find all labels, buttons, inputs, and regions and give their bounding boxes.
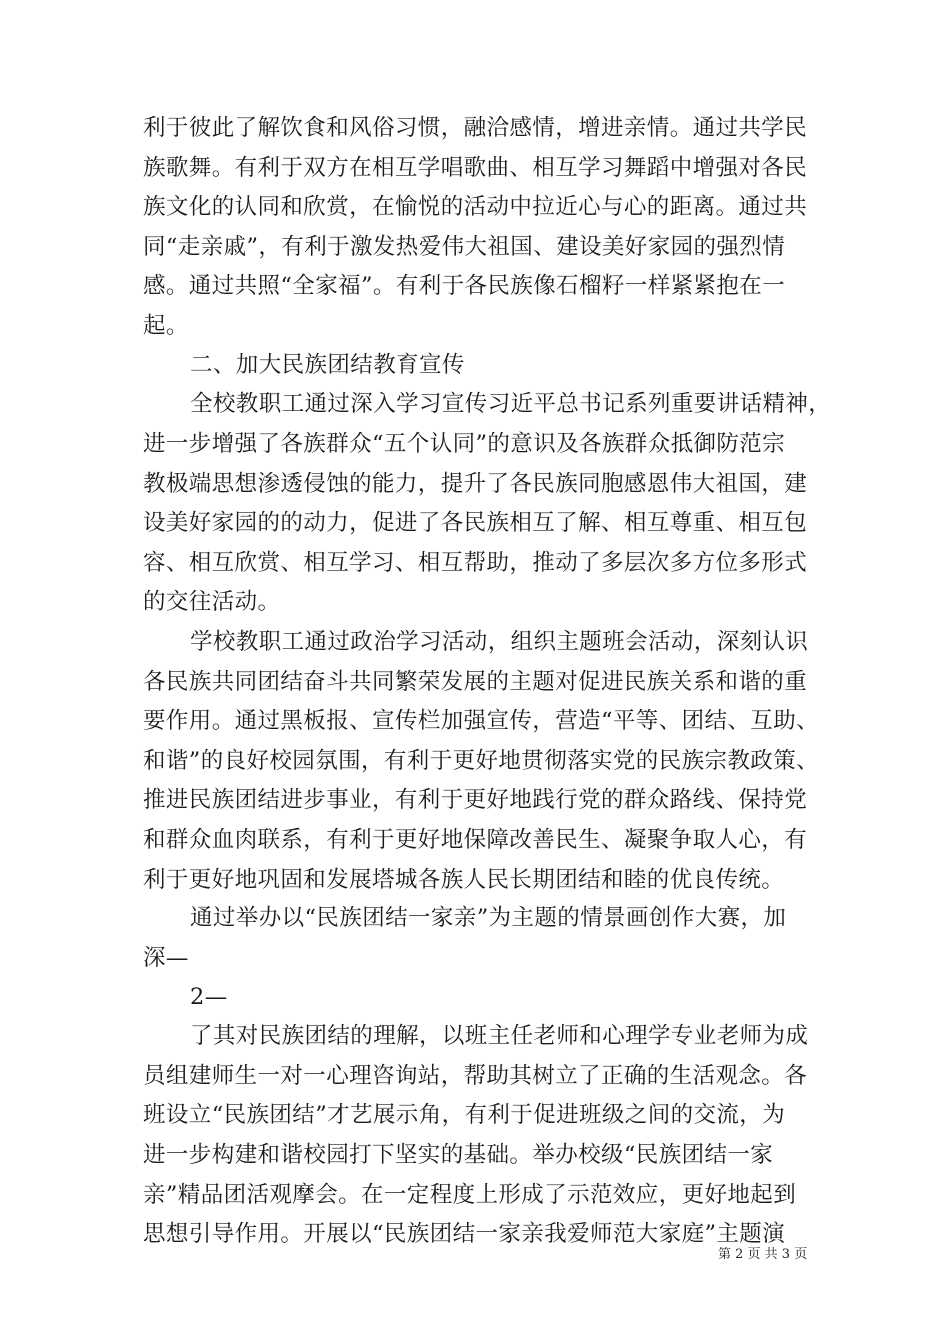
- paragraph-first-line: 通过举办以“民族团结一家亲”为主题的情景画创作大赛，加: [190, 905, 787, 931]
- section-heading: 二、加大民族团结教育宣传: [190, 352, 465, 378]
- text-line: 各民族共同团结奋斗共同繁荣发展的主题对促进民族关系和谐的重: [143, 669, 808, 695]
- text-line: 思想引导作用。开展以“民族团结一家亲我爱师范大家庭”主题演: [143, 1221, 786, 1247]
- text-line: 和谐”的良好校园氛围，有利于更好地贯彻落实党的民族宗教政策、: [143, 748, 820, 774]
- text-line: 设美好家园的的动力，促进了各民族相互了解、相互尊重、相互包: [143, 510, 808, 536]
- inline-page-marker: 2—: [190, 984, 228, 1010]
- text-line: 的交往活动。: [143, 589, 281, 615]
- text-line: 教极端思想渗透侵蚀的能力，提升了各民族同胞感恩伟大祖国，建: [143, 471, 808, 497]
- paragraph-first-line: 全校教职工通过深入学习宣传习近平总书记系列重要讲话精神，: [190, 391, 832, 417]
- text-line: 利于彼此了解饮食和风俗习惯，融洽感情，增进亲情。通过共学民: [143, 115, 808, 141]
- text-line: 亲”精品团活观摩会。在一定程度上形成了示范效应，更好地起到: [143, 1182, 797, 1208]
- text-line: 族文化的认同和欣赏，在愉悦的活动中拉近心与心的距离。通过共: [143, 194, 808, 220]
- text-line: 起。: [143, 313, 189, 339]
- text-line: 感。通过共照“全家福”。有利于各民族像石榴籽一样紧紧抱在一: [143, 273, 786, 299]
- text-line: 进一步构建和谐校园打下坚实的基础。举办校级“民族团结一家: [143, 1142, 774, 1168]
- text-line: 深—: [143, 945, 189, 971]
- text-line: 员组建师生一对一心理咨询站，帮助其树立了正确的生活观念。各: [143, 1063, 808, 1089]
- text-line: 和群众血肉联系，有利于更好地保障改善民生、凝聚争取人心，有: [143, 827, 808, 853]
- text-line: 要作用。通过黑板报、宣传栏加强宣传，营造“平等、团结、互助、: [143, 708, 820, 734]
- text-line: 班设立“民族团结”才艺展示角，有利于促进班级之间的交流，为: [143, 1102, 786, 1128]
- text-line: 推进民族团结进步事业，有利于更好地践行党的群众路线、保持党: [143, 787, 808, 813]
- paragraph-first-line: 了其对民族团结的理解，以班主任老师和心理学专业老师为成: [190, 1023, 809, 1049]
- text-line: 同“走亲戚”，有利于激发热爱伟大祖国、建设美好家园的强烈情: [143, 234, 786, 260]
- page-number-footer: 第 2 页 共 3 页: [718, 1247, 808, 1262]
- text-line: 进一步增强了各族群众“五个认同”的意识及各族群众抵御防范宗: [143, 431, 786, 457]
- text-line: 容、相互欣赏、相互学习、相互帮助，推动了多层次多方位多形式: [143, 550, 808, 576]
- text-line: 族歌舞。有利于双方在相互学唱歌曲、相互学习舞蹈中增强对各民: [143, 155, 808, 181]
- text-line: 利于更好地巩固和发展塔城各族人民长期团结和睦的优良传统。: [143, 867, 785, 893]
- paragraph-first-line: 学校教职工通过政治学习活动，组织主题班会活动，深刻认识: [190, 629, 809, 655]
